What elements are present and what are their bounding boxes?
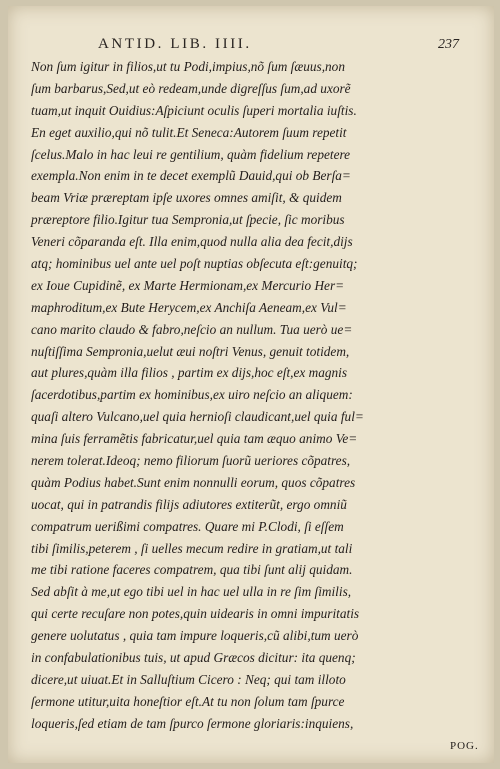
text-line: dicere,ut uiuat.Et in Salluſtium Cicero : Neq; qui tam illoto (31, 671, 346, 687)
text-line: quaſi altero Vulcano,uel quia hernioſi claudicant,uel quia ful= (31, 409, 364, 425)
text-line: in confabulationibus tuis, ut apud Græcos dicitur: ita quenq; (31, 650, 356, 666)
text-line: nerem tolerat.Ideoq; nemo filiorum ſuorũ ueriores cõpatres, (31, 453, 351, 469)
text-line: quàm Podius habet.Sunt enim nonnulli eorum, quos cõpatres (31, 474, 356, 490)
running-title: ANTID. LIB. IIII. (98, 36, 252, 52)
text-line: me tibi ratione faceres compatrem, qua tibi ſunt alij quidam. (31, 562, 353, 578)
text-line: genere uolutatus , quia tam impure loqueris,cũ alibi,tum uerò (31, 628, 359, 644)
text-line: tibi ſimilis,peterem , ſi uelles mecum redire in gratiam,ut tali (31, 540, 353, 556)
text-line: uocat, qui in patrandis filijs adiutores extiterũt, ergo omniũ (31, 496, 347, 512)
text-line: qui certe recuſare non potes,quin uidearis in omni impuritatis (31, 606, 360, 622)
text-line: præreptore filio.Igitur tua Sempronia,ut ſpecie, ſic moribus (31, 212, 345, 228)
text-line: beam Vriæ præreptam ipſe uxores omnes amiſit, & quidem (31, 190, 342, 206)
text-line: ſermone utitur,uita honeſtior eſt.At tu non ſolum tam ſpurce (31, 693, 345, 709)
page-header (8, 36, 494, 56)
book-page (8, 6, 494, 763)
text-line: cano marito claudo & fabro,neſcio an nullum. Tua uerò ue= (31, 321, 353, 337)
text-line: ſacerdotibus,partim ex hominibus,ex uiro neſcio an aliquem: (31, 387, 353, 403)
body-text (31, 56, 485, 735)
text-line: En eget auxilio,qui nõ tulit.Et Seneca:Autorem ſuum repetit (31, 124, 347, 140)
text-line: mina ſuis ferramẽtis fabricatur,uel quia tam æquo animo Ve= (31, 431, 358, 447)
page-number: 237 (438, 37, 459, 52)
text-line: ex Ioue Cupidinẽ, ex Marte Hermionam,ex Mercurio Her= (31, 277, 345, 293)
text-line: aut plures,quàm illa filios , partim ex dijs,hoc eſt,ex magnis (31, 365, 348, 381)
text-line: loqueris,ſed etiam de tam ſpurco ſermone gloriaris:inquiens, (31, 715, 354, 731)
text-line: maphroditum,ex Bute Herycem,ex Anchiſa Aeneam,ex Vul= (31, 299, 347, 315)
text-line: ſcelus.Malo in hac leui re gentilium, quàm fidelium repetere (31, 146, 351, 162)
text-line: exempla.Non enim in te decet exemplũ Dauid,qui ob Berſa= (31, 168, 351, 184)
text-line: tuam,ut inquit Ouidius:Aſpiciunt oculis ſuperi mortalia iuſtis. (31, 102, 357, 118)
text-line: nuſtiſſima Sempronia,uelut æui noſtri Venus, genuit totidem, (31, 343, 350, 359)
text-line: Sed abſit à me,ut ego tibi uel in hac uel ulla in re ſim ſimilis, (31, 584, 352, 600)
text-line: ſum barbarus,Sed,ut eò redeam,unde digreſſus ſum,ad uxorẽ (31, 80, 351, 96)
text-line: atq; hominibus uel ante uel poſt nuptias obſecuta eſt:genuitq; (31, 256, 358, 272)
catchword: POG. (450, 740, 479, 752)
text-line: Veneri cõparanda eſt. Illa enim,quod nulla alia dea fecit,dijs (31, 234, 353, 250)
text-line: compatrum uerißimi compatres. Quare mi P.Clodi, ſi eſſem (31, 518, 344, 534)
text-line: Non ſum igitur in filios,ut tu Podi,impius,nõ ſum ſæuus,non (31, 59, 345, 74)
